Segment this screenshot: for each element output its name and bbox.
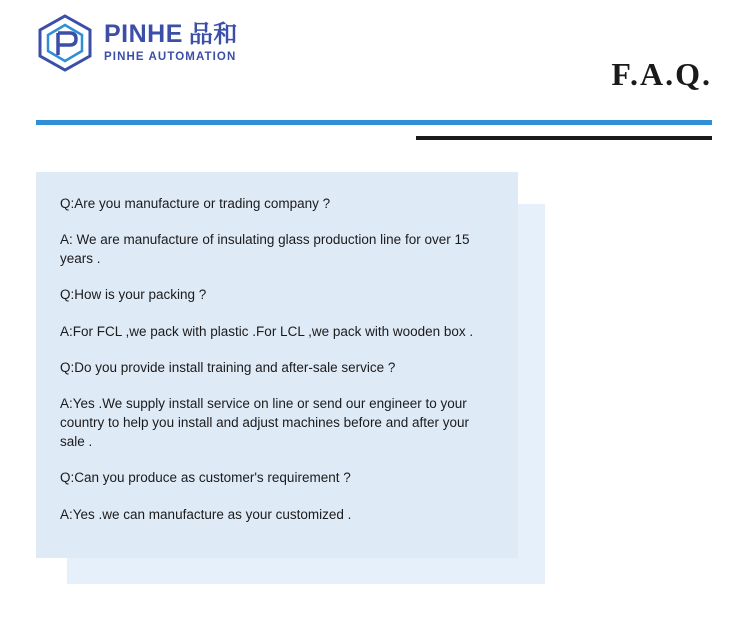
list-item: Q:Do you provide install training and after-sale service ? [60, 359, 396, 375]
header-rule-secondary [416, 136, 712, 140]
logo-name-text: PINHE [104, 20, 183, 49]
page-header [0, 0, 750, 140]
list-item: Q:How is your packing ? [60, 287, 207, 303]
list-item: Q:Can you produce as customer's requirement ? [60, 470, 351, 486]
logo-name-cn: 品和 [188, 20, 238, 49]
faq-list [60, 194, 494, 524]
faq-panel [36, 172, 518, 558]
list-item: A: We are manufacture of insulating glass production line for over 15 years . [60, 232, 470, 267]
list-item: Q:Are you manufacture or trading company ? [60, 196, 331, 211]
logo-subtitle: PINHE AUTOMATION [104, 51, 237, 64]
brand-logo [36, 14, 238, 72]
hexagon-logo-icon [36, 14, 94, 72]
page-title: F.A.Q. [611, 56, 712, 92]
list-item: A:For FCL ,we pack with plastic .For LCL ,we pack with wooden box . [60, 323, 474, 339]
list-item: A:Yes .We supply install service on line or send our engineer to your country to help you install and adjust machines before and after your sale . [60, 395, 469, 450]
list-item: A:Yes .we can manufacture as your customized . [60, 506, 352, 522]
header-rule-primary [36, 120, 712, 125]
